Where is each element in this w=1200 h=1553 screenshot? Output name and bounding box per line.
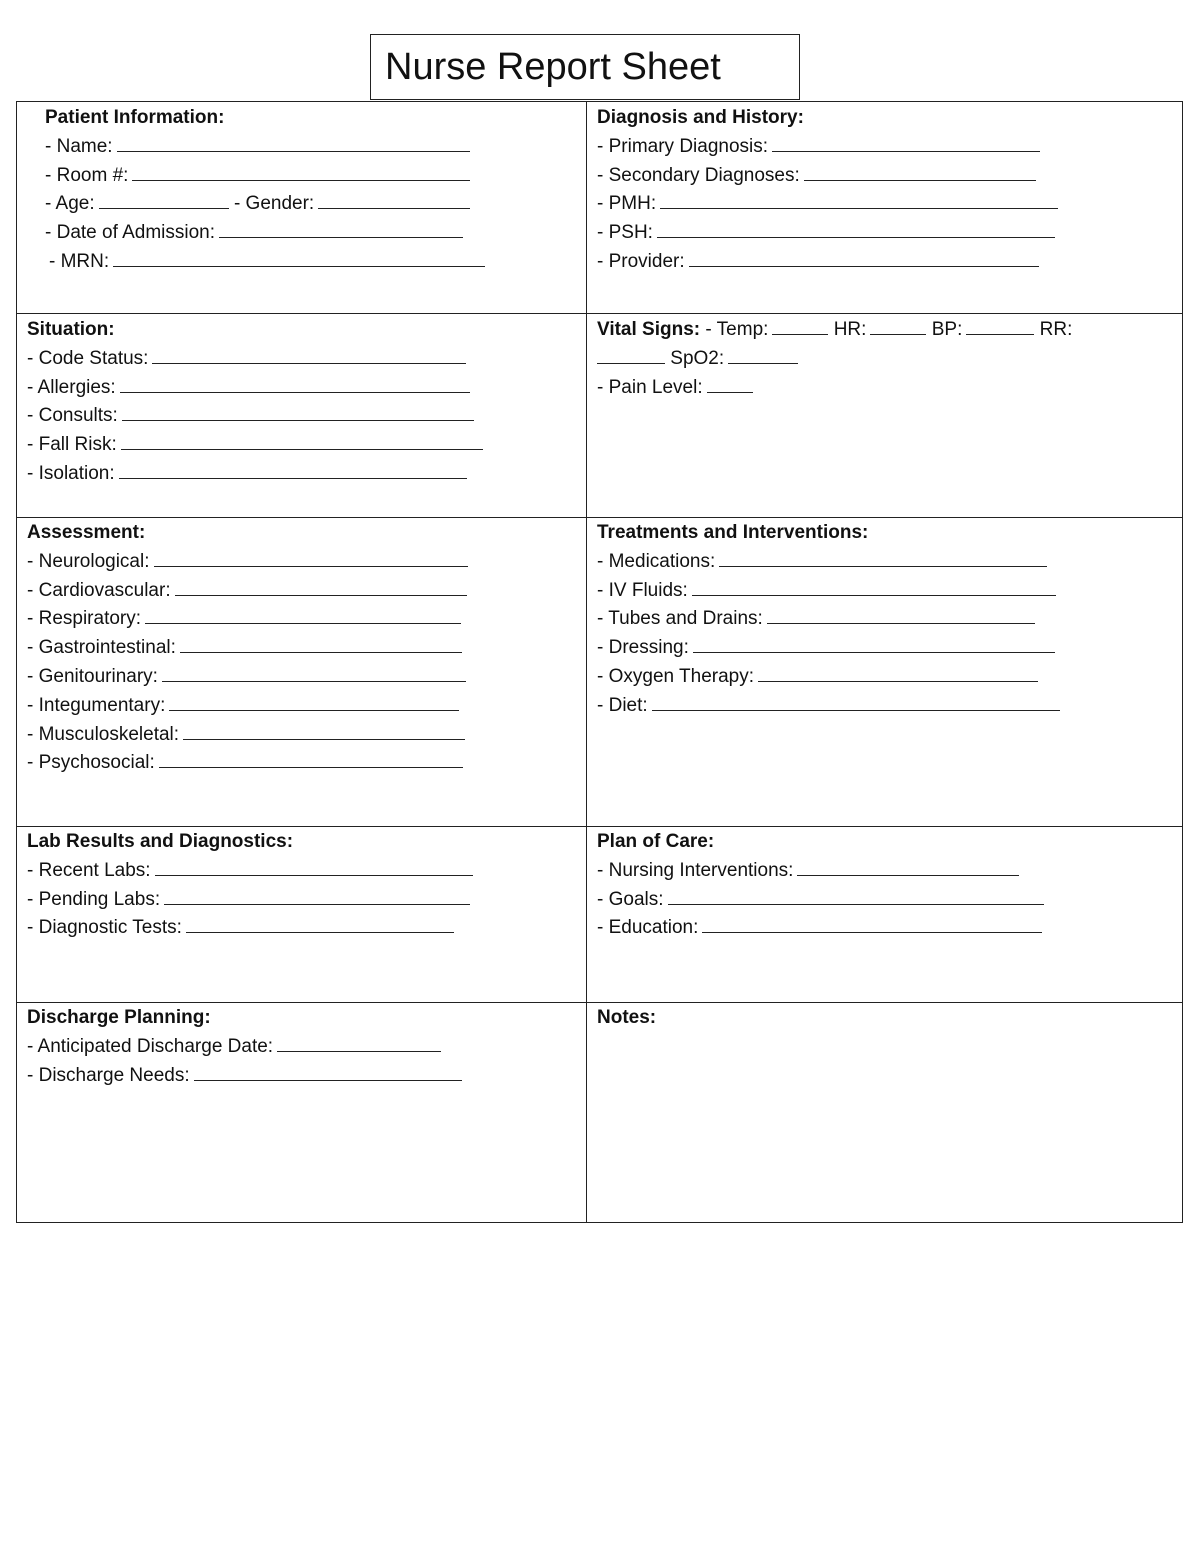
code-status-blank[interactable] bbox=[152, 345, 466, 364]
vital-signs-section bbox=[597, 316, 1137, 402]
field-label: - Code Status: bbox=[27, 347, 149, 369]
section-heading: Diagnosis and History: bbox=[597, 107, 804, 128]
field-label: - Musculoskeletal: bbox=[27, 723, 180, 745]
section-heading: Vital Signs: bbox=[597, 319, 701, 340]
field-recent-labs bbox=[27, 857, 473, 886]
field-label: - Secondary Diagnoses: bbox=[597, 164, 800, 186]
notes-area[interactable] bbox=[590, 1034, 1178, 1218]
discharge-planning-section bbox=[27, 1004, 462, 1090]
lab-results-section bbox=[27, 828, 473, 943]
room-blank[interactable] bbox=[132, 162, 470, 181]
musculoskeletal-blank[interactable] bbox=[183, 721, 465, 740]
field-primary-diagnosis bbox=[597, 133, 1058, 162]
consults-blank[interactable] bbox=[122, 402, 474, 421]
field-genitourinary bbox=[27, 663, 468, 692]
respiratory-blank[interactable] bbox=[145, 605, 461, 624]
field-label: - PMH: bbox=[597, 193, 657, 215]
nursing-interventions-blank[interactable] bbox=[797, 857, 1019, 876]
field-label: - Pain Level: bbox=[597, 376, 703, 398]
field-label: - IV Fluids: bbox=[597, 579, 688, 601]
field-label: - Genitourinary: bbox=[27, 665, 158, 687]
row-divider bbox=[16, 313, 1183, 314]
field-consults bbox=[27, 402, 483, 431]
field-label: - Room #: bbox=[45, 164, 129, 186]
field-label: - Dressing: bbox=[597, 637, 689, 659]
field-oxygen-therapy bbox=[597, 663, 1060, 692]
patient-information-section bbox=[45, 104, 485, 277]
fall-risk-blank[interactable] bbox=[121, 431, 483, 450]
field-cardiovascular bbox=[27, 577, 468, 606]
assessment-section bbox=[27, 519, 468, 778]
psychosocial-blank[interactable] bbox=[159, 749, 463, 768]
diagnostic-tests-blank[interactable] bbox=[186, 914, 454, 933]
field-label: - Recent Labs: bbox=[27, 859, 151, 881]
section-heading: Assessment: bbox=[27, 522, 146, 543]
field-label: - Gastrointestinal: bbox=[27, 637, 176, 659]
field-pending-labs bbox=[27, 886, 473, 915]
bp-blank[interactable] bbox=[966, 316, 1034, 335]
field-label: - Goals: bbox=[597, 888, 664, 910]
gastrointestinal-blank[interactable] bbox=[180, 634, 462, 653]
field-pain-level bbox=[597, 374, 1137, 403]
field-label: - Respiratory: bbox=[27, 608, 142, 630]
recent-labs-blank[interactable] bbox=[155, 857, 473, 876]
education-blank[interactable] bbox=[702, 914, 1042, 933]
tubes-drains-blank[interactable] bbox=[767, 605, 1035, 624]
column-divider bbox=[586, 101, 587, 1223]
field-discharge-needs bbox=[27, 1062, 462, 1091]
cardiovascular-blank[interactable] bbox=[175, 577, 467, 596]
row-divider bbox=[16, 826, 1183, 827]
field-label: - Temp: bbox=[705, 319, 769, 340]
field-musculoskeletal bbox=[27, 721, 468, 750]
section-heading: Patient Information: bbox=[45, 107, 225, 128]
field-label: - PSH: bbox=[597, 222, 653, 244]
field-label: SpO2: bbox=[670, 347, 725, 369]
diagnosis-history-section bbox=[597, 104, 1058, 277]
diet-blank[interactable] bbox=[652, 692, 1060, 711]
field-neurological bbox=[27, 548, 468, 577]
field-label: HR: bbox=[833, 319, 867, 340]
field-label: - MRN: bbox=[49, 250, 110, 272]
admission-date-blank[interactable] bbox=[219, 219, 463, 238]
field-psh bbox=[597, 219, 1058, 248]
field-label: - Date of Admission: bbox=[45, 222, 216, 244]
integumentary-blank[interactable] bbox=[169, 692, 459, 711]
field-secondary-diagnoses bbox=[597, 162, 1058, 191]
field-diagnostic-tests bbox=[27, 914, 473, 943]
field-fall-risk bbox=[27, 431, 483, 460]
field-label: - Anticipated Discharge Date: bbox=[27, 1035, 274, 1057]
neurological-blank[interactable] bbox=[154, 548, 468, 567]
field-label: - Isolation: bbox=[27, 462, 115, 484]
field-code-status bbox=[27, 345, 483, 374]
section-heading: Situation: bbox=[27, 319, 115, 340]
field-label: - Cardiovascular: bbox=[27, 579, 171, 601]
pmh-blank[interactable] bbox=[660, 190, 1058, 209]
field-label: - Education: bbox=[597, 917, 699, 939]
field-label: - Neurological: bbox=[27, 550, 150, 572]
field-medications bbox=[597, 548, 1060, 577]
field-dressing bbox=[597, 634, 1060, 663]
psh-blank[interactable] bbox=[657, 219, 1055, 238]
field-label: - Gender: bbox=[233, 193, 315, 215]
field-label: - Name: bbox=[45, 135, 113, 157]
field-date-of-admission bbox=[45, 219, 485, 248]
oxygen-therapy-blank[interactable] bbox=[758, 663, 1038, 682]
section-heading: Notes: bbox=[597, 1007, 657, 1028]
field-psychosocial bbox=[27, 749, 468, 778]
field-label: - Diet: bbox=[597, 694, 648, 716]
section-heading: Plan of Care: bbox=[597, 831, 715, 852]
field-age-gender bbox=[45, 190, 485, 219]
field-integumentary bbox=[27, 692, 468, 721]
mrn-blank[interactable] bbox=[113, 248, 485, 267]
field-label: - Fall Risk: bbox=[27, 434, 117, 456]
medications-blank[interactable] bbox=[719, 548, 1047, 567]
field-mrn bbox=[45, 248, 485, 277]
rr-blank[interactable] bbox=[597, 345, 665, 364]
gender-blank[interactable] bbox=[318, 190, 470, 209]
title-box bbox=[370, 34, 800, 100]
field-label: - Consults: bbox=[27, 405, 118, 427]
field-label: BP: bbox=[931, 319, 963, 340]
field-label: - Discharge Needs: bbox=[27, 1064, 190, 1086]
section-heading: Discharge Planning: bbox=[27, 1007, 211, 1028]
field-label: - Pending Labs: bbox=[27, 888, 161, 910]
field-label: - Nursing Interventions: bbox=[597, 859, 794, 881]
field-pmh bbox=[597, 190, 1058, 219]
field-tubes-drains bbox=[597, 605, 1060, 634]
provider-blank[interactable] bbox=[689, 248, 1039, 267]
field-iv-fluids bbox=[597, 577, 1060, 606]
goals-blank[interactable] bbox=[668, 886, 1044, 905]
iv-fluids-blank[interactable] bbox=[692, 577, 1056, 596]
hr-blank[interactable] bbox=[870, 316, 926, 335]
field-respiratory bbox=[27, 605, 468, 634]
field-label: - Medications: bbox=[597, 550, 716, 572]
secondary-diagnoses-blank[interactable] bbox=[804, 162, 1036, 181]
age-blank[interactable] bbox=[99, 190, 229, 209]
field-allergies bbox=[27, 374, 483, 403]
plan-of-care-section bbox=[597, 828, 1044, 943]
isolation-blank[interactable] bbox=[119, 460, 467, 479]
treatments-section bbox=[597, 519, 1060, 721]
temp-blank[interactable] bbox=[772, 316, 828, 335]
notes-section bbox=[597, 1004, 656, 1033]
discharge-needs-blank[interactable] bbox=[194, 1062, 462, 1081]
field-label: - Age: bbox=[45, 193, 95, 215]
field-provider bbox=[597, 248, 1058, 277]
primary-diagnosis-blank[interactable] bbox=[772, 133, 1040, 152]
vitals-line-2 bbox=[597, 345, 1137, 374]
field-nursing-interventions bbox=[597, 857, 1044, 886]
name-blank[interactable] bbox=[117, 133, 470, 152]
vitals-line-1 bbox=[597, 316, 1137, 345]
dressing-blank[interactable] bbox=[693, 634, 1055, 653]
allergies-blank[interactable] bbox=[120, 374, 470, 393]
field-isolation bbox=[27, 460, 483, 489]
field-label: - Allergies: bbox=[27, 376, 116, 398]
field-education bbox=[597, 914, 1044, 943]
field-goals bbox=[597, 886, 1044, 915]
row-divider bbox=[16, 517, 1183, 518]
discharge-date-blank[interactable] bbox=[277, 1033, 441, 1052]
spo2-blank[interactable] bbox=[728, 345, 798, 364]
section-heading: Lab Results and Diagnostics: bbox=[27, 831, 294, 852]
genitourinary-blank[interactable] bbox=[162, 663, 466, 682]
field-label: - Primary Diagnosis: bbox=[597, 135, 769, 157]
field-label: RR: bbox=[1039, 319, 1073, 340]
field-label: - Provider: bbox=[597, 250, 685, 272]
field-label: - Tubes and Drains: bbox=[597, 608, 763, 630]
situation-section bbox=[27, 316, 483, 489]
section-heading: Treatments and Interventions: bbox=[597, 522, 869, 543]
field-label: - Diagnostic Tests: bbox=[27, 917, 182, 939]
page-title: Nurse Report Sheet bbox=[385, 46, 721, 88]
field-name bbox=[45, 133, 485, 162]
pending-labs-blank[interactable] bbox=[164, 886, 470, 905]
field-anticipated-discharge-date bbox=[27, 1033, 462, 1062]
field-gastrointestinal bbox=[27, 634, 468, 663]
field-label: - Psychosocial: bbox=[27, 752, 155, 774]
field-label: - Oxygen Therapy: bbox=[597, 665, 755, 687]
field-diet bbox=[597, 692, 1060, 721]
row-divider bbox=[16, 1002, 1183, 1003]
field-room bbox=[45, 162, 485, 191]
pain-level-blank[interactable] bbox=[707, 374, 753, 393]
field-label: - Integumentary: bbox=[27, 694, 166, 716]
